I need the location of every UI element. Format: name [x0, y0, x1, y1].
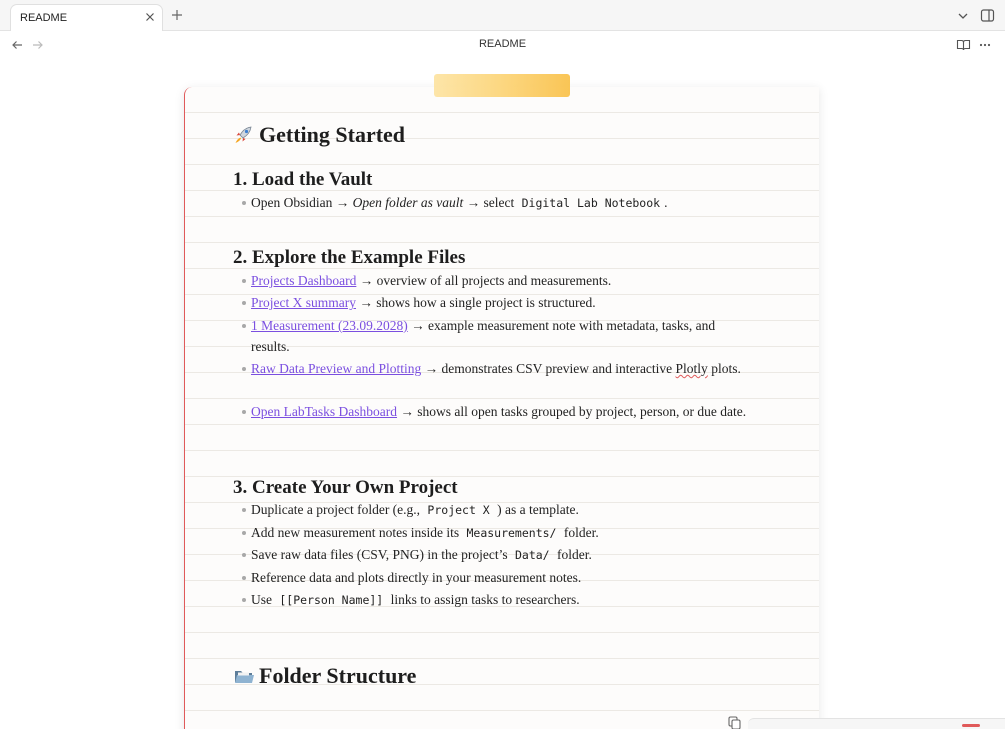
tab-bar: [0, 0, 1005, 31]
text: → select: [463, 195, 518, 210]
text: Open Obsidian →: [251, 195, 353, 210]
list-item: [233, 292, 748, 313]
list-item: [233, 544, 748, 566]
text: Use: [251, 592, 276, 607]
list-item: [233, 358, 748, 379]
list-item: [233, 315, 748, 357]
note-title[interactable]: README: [478, 38, 527, 50]
tape-decoration: [434, 74, 570, 97]
more-options-icon[interactable]: [978, 38, 992, 52]
text: → shows how a single project is structured.: [355, 295, 596, 310]
text: Reference data and plots directly in your measurement notes.: [251, 570, 582, 585]
inline-code: Data/: [514, 548, 550, 562]
status-indicator: [962, 724, 980, 727]
sidebar-toggle-icon[interactable]: [980, 8, 995, 23]
text: → demonstrates CSV preview and interactive: [421, 361, 676, 376]
link-measurement[interactable]: 1 Measurement (23.09.2028): [251, 318, 408, 333]
list-item: [233, 499, 748, 521]
text: Save raw data files (CSV, PNG) in the project’s: [251, 547, 511, 562]
link-project-x-summary[interactable]: Project X summary: [251, 295, 356, 310]
chevron-down-icon[interactable]: [956, 9, 970, 23]
link-labtasks-dashboard[interactable]: Open LabTasks Dashboard: [251, 404, 398, 419]
folder-icon: [233, 666, 255, 686]
section-heading-2: 2. Explore the Example Files: [233, 247, 466, 268]
text: ) as a template.: [493, 502, 579, 517]
nav-bar: [0, 31, 1005, 58]
main-heading: [233, 122, 405, 148]
inline-code: [[Person Name]]: [279, 593, 384, 607]
tab-label: README: [20, 12, 68, 24]
list-item: [233, 589, 748, 611]
text: plots.: [707, 361, 741, 376]
main-heading-text: Getting Started: [259, 122, 406, 147]
spellcheck-word: Plotly: [675, 361, 708, 376]
inline-code: Digital Lab Notebook: [521, 196, 661, 210]
section-heading-1: 1. Load the Vault: [233, 169, 373, 190]
book-open-icon[interactable]: [956, 38, 971, 52]
text: links to assign tasks to researchers.: [387, 592, 580, 607]
rocket-icon: [233, 125, 255, 145]
folder-structure-heading: [233, 663, 416, 689]
text: → example measurement note with metadata, tasks, and results.: [251, 318, 716, 354]
text: folder.: [553, 547, 592, 562]
text: → overview of all projects and measurements.: [356, 273, 612, 288]
text: Add new measurement notes inside its: [251, 525, 463, 540]
text: folder.: [560, 525, 599, 540]
list-item: [233, 567, 748, 588]
link-raw-data-preview[interactable]: Raw Data Preview and Plotting: [251, 361, 422, 376]
plus-icon[interactable]: [170, 8, 184, 22]
inline-code: Measurements/: [466, 526, 557, 540]
list-item: [233, 401, 748, 422]
folder-structure-text: Folder Structure: [259, 663, 417, 688]
close-icon[interactable]: [144, 11, 156, 23]
link-projects-dashboard[interactable]: Projects Dashboard: [251, 273, 357, 288]
text: → shows all open tasks grouped by project, person, or due date.: [397, 404, 747, 419]
section-heading-3: 3. Create Your Own Project: [233, 477, 458, 498]
status-bar: [748, 718, 1005, 729]
inline-code: Project X: [427, 503, 490, 517]
emphasis-text: Open folder as vault: [352, 195, 464, 210]
text: Duplicate a project folder (e.g.,: [251, 502, 424, 517]
tab-readme[interactable]: [10, 4, 163, 31]
list-item: [233, 270, 748, 291]
list-item: [233, 192, 748, 214]
copy-icon[interactable]: [728, 716, 741, 729]
list-item: [233, 522, 748, 544]
text: .: [664, 195, 668, 210]
